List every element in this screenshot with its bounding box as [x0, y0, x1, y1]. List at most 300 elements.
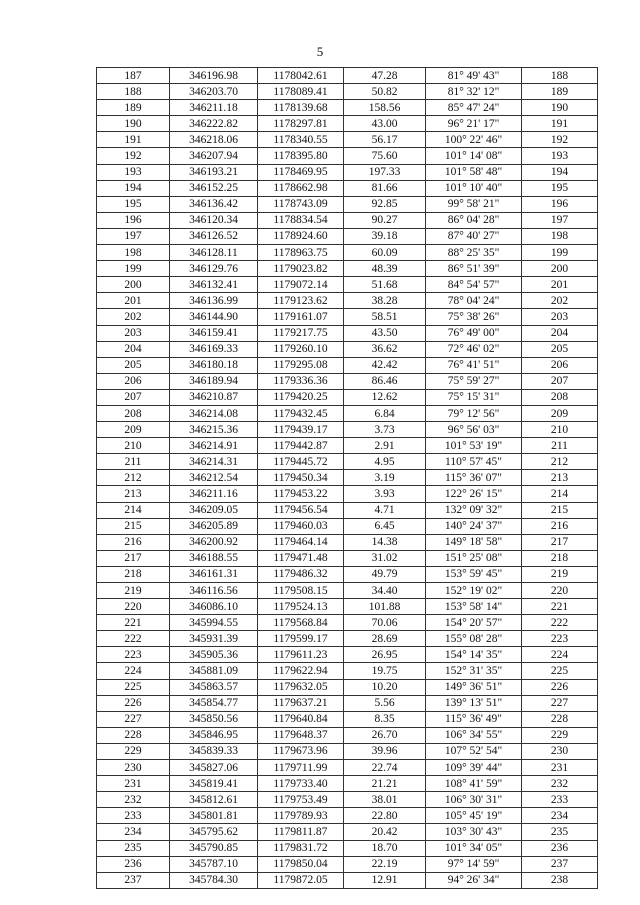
- bearing-cell: 152° 31' 35": [426, 663, 522, 679]
- table-row: [97, 100, 598, 116]
- y-coordinate-cell: 1179872.05: [258, 872, 344, 888]
- next-point-cell: 192: [522, 132, 598, 148]
- y-coordinate-cell: 1178139.68: [258, 100, 344, 116]
- y-coordinate-cell: 1179648.37: [258, 727, 344, 743]
- y-coordinate-cell: 1178924.60: [258, 228, 344, 244]
- distance-cell: 22.19: [344, 856, 426, 872]
- bearing-cell: 76° 49' 00": [426, 325, 522, 341]
- point-number-cell: 213: [97, 486, 170, 502]
- table-row: [97, 872, 598, 888]
- x-coordinate-cell: 346205.89: [170, 518, 258, 534]
- point-number-cell: 214: [97, 502, 170, 518]
- y-coordinate-cell: 1179123.62: [258, 293, 344, 309]
- x-coordinate-cell: 345863.57: [170, 679, 258, 695]
- next-point-cell: 190: [522, 100, 598, 116]
- bearing-cell: 153° 59' 45": [426, 566, 522, 582]
- point-number-cell: 233: [97, 808, 170, 824]
- point-number-cell: 192: [97, 148, 170, 164]
- x-coordinate-cell: 346161.31: [170, 566, 258, 582]
- next-point-cell: 232: [522, 776, 598, 792]
- distance-cell: 90.27: [344, 212, 426, 228]
- next-point-cell: 228: [522, 711, 598, 727]
- distance-cell: 12.62: [344, 389, 426, 405]
- bearing-cell: 97° 14' 59": [426, 856, 522, 872]
- bearing-cell: 132° 09' 32": [426, 502, 522, 518]
- table-row: [97, 84, 598, 100]
- x-coordinate-cell: 345812.61: [170, 792, 258, 808]
- table-row: [97, 727, 598, 743]
- x-coordinate-cell: 346144.90: [170, 309, 258, 325]
- table-row: [97, 583, 598, 599]
- next-point-cell: 199: [522, 245, 598, 261]
- bearing-cell: 140° 24' 37": [426, 518, 522, 534]
- x-coordinate-cell: 346212.54: [170, 470, 258, 486]
- y-coordinate-cell: 1179460.03: [258, 518, 344, 534]
- x-coordinate-cell: 346136.99: [170, 293, 258, 309]
- x-coordinate-cell: 345790.85: [170, 840, 258, 856]
- y-coordinate-cell: 1179442.87: [258, 438, 344, 454]
- y-coordinate-cell: 1179023.82: [258, 261, 344, 277]
- table-row: [97, 148, 598, 164]
- bearing-cell: 101° 58' 48": [426, 164, 522, 180]
- x-coordinate-cell: 346189.94: [170, 373, 258, 389]
- distance-cell: 8.35: [344, 711, 426, 727]
- distance-cell: 92.85: [344, 196, 426, 212]
- point-number-cell: 197: [97, 228, 170, 244]
- point-number-cell: 209: [97, 422, 170, 438]
- next-point-cell: 210: [522, 422, 598, 438]
- point-number-cell: 230: [97, 760, 170, 776]
- table-row: [97, 486, 598, 502]
- y-coordinate-cell: 1179850.04: [258, 856, 344, 872]
- y-coordinate-cell: 1179524.13: [258, 599, 344, 615]
- next-point-cell: 201: [522, 277, 598, 293]
- x-coordinate-cell: 346222.82: [170, 116, 258, 132]
- point-number-cell: 200: [97, 277, 170, 293]
- y-coordinate-cell: 1179831.72: [258, 840, 344, 856]
- point-number-cell: 204: [97, 341, 170, 357]
- point-number-cell: 219: [97, 583, 170, 599]
- x-coordinate-cell: 345854.77: [170, 695, 258, 711]
- point-number-cell: 234: [97, 824, 170, 840]
- bearing-cell: 115° 36' 07": [426, 470, 522, 486]
- distance-cell: 22.80: [344, 808, 426, 824]
- distance-cell: 26.95: [344, 647, 426, 663]
- point-number-cell: 223: [97, 647, 170, 663]
- y-coordinate-cell: 1178395.80: [258, 148, 344, 164]
- next-point-cell: 225: [522, 663, 598, 679]
- bearing-cell: 101° 10' 40": [426, 180, 522, 196]
- point-number-cell: 224: [97, 663, 170, 679]
- table-row: [97, 824, 598, 840]
- next-point-cell: 231: [522, 760, 598, 776]
- bearing-cell: 100° 22' 46": [426, 132, 522, 148]
- next-point-cell: 212: [522, 454, 598, 470]
- distance-cell: 3.93: [344, 486, 426, 502]
- table-row: [97, 679, 598, 695]
- next-point-cell: 216: [522, 518, 598, 534]
- x-coordinate-cell: 346180.18: [170, 357, 258, 373]
- bearing-cell: 115° 36' 49": [426, 711, 522, 727]
- bearing-cell: 87° 40' 27": [426, 228, 522, 244]
- x-coordinate-cell: 346159.41: [170, 325, 258, 341]
- table-row: [97, 856, 598, 872]
- next-point-cell: 189: [522, 84, 598, 100]
- table-row: [97, 212, 598, 228]
- coordinates-table: [96, 67, 598, 889]
- bearing-cell: 103° 30' 43": [426, 824, 522, 840]
- bearing-cell: 99° 58' 21": [426, 196, 522, 212]
- distance-cell: 36.62: [344, 341, 426, 357]
- next-point-cell: 198: [522, 228, 598, 244]
- point-number-cell: 212: [97, 470, 170, 486]
- bearing-cell: 75° 15' 31": [426, 389, 522, 405]
- y-coordinate-cell: 1178340.55: [258, 132, 344, 148]
- next-point-cell: 224: [522, 647, 598, 663]
- x-coordinate-cell: 345931.39: [170, 631, 258, 647]
- point-number-cell: 188: [97, 84, 170, 100]
- next-point-cell: 230: [522, 743, 598, 759]
- x-coordinate-cell: 345881.09: [170, 663, 258, 679]
- next-point-cell: 222: [522, 615, 598, 631]
- point-number-cell: 203: [97, 325, 170, 341]
- table-row: [97, 470, 598, 486]
- y-coordinate-cell: 1179711.99: [258, 760, 344, 776]
- distance-cell: 19.75: [344, 663, 426, 679]
- point-number-cell: 207: [97, 389, 170, 405]
- distance-cell: 70.06: [344, 615, 426, 631]
- distance-cell: 38.28: [344, 293, 426, 309]
- point-number-cell: 194: [97, 180, 170, 196]
- next-point-cell: 221: [522, 599, 598, 615]
- next-point-cell: 213: [522, 470, 598, 486]
- table-row: [97, 454, 598, 470]
- table-row: [97, 293, 598, 309]
- next-point-cell: 217: [522, 534, 598, 550]
- distance-cell: 5.56: [344, 695, 426, 711]
- next-point-cell: 202: [522, 293, 598, 309]
- table-row: [97, 615, 598, 631]
- distance-cell: 26.70: [344, 727, 426, 743]
- distance-cell: 21.21: [344, 776, 426, 792]
- y-coordinate-cell: 1179811.87: [258, 824, 344, 840]
- next-point-cell: 233: [522, 792, 598, 808]
- x-coordinate-cell: 345994.55: [170, 615, 258, 631]
- x-coordinate-cell: 346211.18: [170, 100, 258, 116]
- x-coordinate-cell: 345801.81: [170, 808, 258, 824]
- y-coordinate-cell: 1178662.98: [258, 180, 344, 196]
- table-row: [97, 196, 598, 212]
- next-point-cell: 214: [522, 486, 598, 502]
- table-row: [97, 550, 598, 566]
- bearing-cell: 78° 04' 24": [426, 293, 522, 309]
- point-number-cell: 208: [97, 405, 170, 421]
- distance-cell: 3.73: [344, 422, 426, 438]
- bearing-cell: 109° 39' 44": [426, 760, 522, 776]
- table-row: [97, 405, 598, 421]
- y-coordinate-cell: 1179486.32: [258, 566, 344, 582]
- distance-cell: 31.02: [344, 550, 426, 566]
- next-point-cell: 227: [522, 695, 598, 711]
- distance-cell: 81.66: [344, 180, 426, 196]
- point-number-cell: 193: [97, 164, 170, 180]
- x-coordinate-cell: 346169.33: [170, 341, 258, 357]
- bearing-cell: 152° 19' 02": [426, 583, 522, 599]
- bearing-cell: 151° 25' 08": [426, 550, 522, 566]
- y-coordinate-cell: 1179611.23: [258, 647, 344, 663]
- y-coordinate-cell: 1178743.09: [258, 196, 344, 212]
- coordinates-table-body: [97, 68, 598, 889]
- table-row: [97, 180, 598, 196]
- next-point-cell: 218: [522, 550, 598, 566]
- distance-cell: 86.46: [344, 373, 426, 389]
- bearing-cell: 149° 18' 58": [426, 534, 522, 550]
- x-coordinate-cell: 346132.41: [170, 277, 258, 293]
- table-row: [97, 116, 598, 132]
- x-coordinate-cell: 346211.16: [170, 486, 258, 502]
- next-point-cell: 220: [522, 583, 598, 599]
- bearing-cell: 72° 46' 02": [426, 341, 522, 357]
- next-point-cell: 226: [522, 679, 598, 695]
- distance-cell: 2.91: [344, 438, 426, 454]
- x-coordinate-cell: 346116.56: [170, 583, 258, 599]
- x-coordinate-cell: 345784.30: [170, 872, 258, 888]
- table-row: [97, 534, 598, 550]
- x-coordinate-cell: 346207.94: [170, 148, 258, 164]
- distance-cell: 42.42: [344, 357, 426, 373]
- bearing-cell: 75° 38' 26": [426, 309, 522, 325]
- next-point-cell: 193: [522, 148, 598, 164]
- table-row: [97, 599, 598, 615]
- distance-cell: 34.40: [344, 583, 426, 599]
- point-number-cell: 232: [97, 792, 170, 808]
- point-number-cell: 217: [97, 550, 170, 566]
- distance-cell: 48.39: [344, 261, 426, 277]
- y-coordinate-cell: 1179453.22: [258, 486, 344, 502]
- point-number-cell: 216: [97, 534, 170, 550]
- y-coordinate-cell: 1178469.95: [258, 164, 344, 180]
- x-coordinate-cell: 345827.06: [170, 760, 258, 776]
- bearing-cell: 107° 52' 54": [426, 743, 522, 759]
- table-row: [97, 743, 598, 759]
- table-row: [97, 422, 598, 438]
- x-coordinate-cell: 346086.10: [170, 599, 258, 615]
- next-point-cell: 237: [522, 856, 598, 872]
- distance-cell: 39.96: [344, 743, 426, 759]
- y-coordinate-cell: 1179450.34: [258, 470, 344, 486]
- x-coordinate-cell: 346188.55: [170, 550, 258, 566]
- page-number: 5: [316, 44, 324, 59]
- bearing-cell: 154° 14' 35": [426, 647, 522, 663]
- x-coordinate-cell: 346218.06: [170, 132, 258, 148]
- next-point-cell: 188: [522, 68, 598, 84]
- next-point-cell: 204: [522, 325, 598, 341]
- bearing-cell: 139° 13' 51": [426, 695, 522, 711]
- y-coordinate-cell: 1179568.84: [258, 615, 344, 631]
- next-point-cell: 194: [522, 164, 598, 180]
- table-row: [97, 132, 598, 148]
- distance-cell: 38.01: [344, 792, 426, 808]
- table-row: [97, 68, 598, 84]
- table-row: [97, 325, 598, 341]
- y-coordinate-cell: 1179456.54: [258, 502, 344, 518]
- distance-cell: 60.09: [344, 245, 426, 261]
- distance-cell: 56.17: [344, 132, 426, 148]
- y-coordinate-cell: 1178963.75: [258, 245, 344, 261]
- y-coordinate-cell: 1179295.08: [258, 357, 344, 373]
- y-coordinate-cell: 1179161.07: [258, 309, 344, 325]
- y-coordinate-cell: 1179336.36: [258, 373, 344, 389]
- next-point-cell: 203: [522, 309, 598, 325]
- x-coordinate-cell: 345819.41: [170, 776, 258, 792]
- x-coordinate-cell: 346210.87: [170, 389, 258, 405]
- x-coordinate-cell: 346196.98: [170, 68, 258, 84]
- x-coordinate-cell: 346120.34: [170, 212, 258, 228]
- next-point-cell: 196: [522, 196, 598, 212]
- x-coordinate-cell: 345839.33: [170, 743, 258, 759]
- distance-cell: 20.42: [344, 824, 426, 840]
- x-coordinate-cell: 346152.25: [170, 180, 258, 196]
- x-coordinate-cell: 346215.36: [170, 422, 258, 438]
- bearing-cell: 106° 30' 31": [426, 792, 522, 808]
- point-number-cell: 190: [97, 116, 170, 132]
- y-coordinate-cell: 1179217.75: [258, 325, 344, 341]
- table-row: [97, 341, 598, 357]
- table-row: [97, 631, 598, 647]
- next-point-cell: 238: [522, 872, 598, 888]
- bearing-cell: 154° 20' 57": [426, 615, 522, 631]
- y-coordinate-cell: 1179464.14: [258, 534, 344, 550]
- distance-cell: 12.91: [344, 872, 426, 888]
- y-coordinate-cell: 1179789.93: [258, 808, 344, 824]
- point-number-cell: 225: [97, 679, 170, 695]
- table-row: [97, 840, 598, 856]
- table-row: [97, 357, 598, 373]
- next-point-cell: 200: [522, 261, 598, 277]
- y-coordinate-cell: 1179599.17: [258, 631, 344, 647]
- next-point-cell: 206: [522, 357, 598, 373]
- point-number-cell: 215: [97, 518, 170, 534]
- distance-cell: 6.84: [344, 405, 426, 421]
- bearing-cell: 88° 25' 35": [426, 245, 522, 261]
- distance-cell: 47.28: [344, 68, 426, 84]
- next-point-cell: 191: [522, 116, 598, 132]
- x-coordinate-cell: 346126.52: [170, 228, 258, 244]
- bearing-cell: 108° 41' 59": [426, 776, 522, 792]
- point-number-cell: 205: [97, 357, 170, 373]
- x-coordinate-cell: 346200.92: [170, 534, 258, 550]
- bearing-cell: 76° 41' 51": [426, 357, 522, 373]
- y-coordinate-cell: 1179471.48: [258, 550, 344, 566]
- distance-cell: 39.18: [344, 228, 426, 244]
- x-coordinate-cell: 345846.95: [170, 727, 258, 743]
- x-coordinate-cell: 345905.36: [170, 647, 258, 663]
- table-row: [97, 502, 598, 518]
- point-number-cell: 202: [97, 309, 170, 325]
- x-coordinate-cell: 346209.05: [170, 502, 258, 518]
- next-point-cell: 235: [522, 824, 598, 840]
- table-row: [97, 245, 598, 261]
- bearing-cell: 79° 12' 56": [426, 405, 522, 421]
- y-coordinate-cell: 1178834.54: [258, 212, 344, 228]
- next-point-cell: 197: [522, 212, 598, 228]
- distance-cell: 50.82: [344, 84, 426, 100]
- distance-cell: 75.60: [344, 148, 426, 164]
- table-row: [97, 808, 598, 824]
- table-row: [97, 792, 598, 808]
- point-number-cell: 226: [97, 695, 170, 711]
- point-number-cell: 187: [97, 68, 170, 84]
- table-row: [97, 261, 598, 277]
- distance-cell: 158.56: [344, 100, 426, 116]
- bearing-cell: 96° 21' 17": [426, 116, 522, 132]
- distance-cell: 43.00: [344, 116, 426, 132]
- table-row: [97, 228, 598, 244]
- table-row: [97, 647, 598, 663]
- bearing-cell: 86° 51' 39": [426, 261, 522, 277]
- x-coordinate-cell: 346203.70: [170, 84, 258, 100]
- next-point-cell: 236: [522, 840, 598, 856]
- distance-cell: 49.79: [344, 566, 426, 582]
- table-row: [97, 711, 598, 727]
- bearing-cell: 86° 04' 28": [426, 212, 522, 228]
- bearing-cell: 122° 26' 15": [426, 486, 522, 502]
- y-coordinate-cell: 1179640.84: [258, 711, 344, 727]
- table-row: [97, 164, 598, 180]
- point-number-cell: 198: [97, 245, 170, 261]
- x-coordinate-cell: 346129.76: [170, 261, 258, 277]
- y-coordinate-cell: 1178042.61: [258, 68, 344, 84]
- next-point-cell: 229: [522, 727, 598, 743]
- distance-cell: 10.20: [344, 679, 426, 695]
- point-number-cell: 229: [97, 743, 170, 759]
- y-coordinate-cell: 1179673.96: [258, 743, 344, 759]
- table-row: [97, 663, 598, 679]
- x-coordinate-cell: 346128.11: [170, 245, 258, 261]
- y-coordinate-cell: 1179622.94: [258, 663, 344, 679]
- distance-cell: 14.38: [344, 534, 426, 550]
- distance-cell: 58.51: [344, 309, 426, 325]
- distance-cell: 4.95: [344, 454, 426, 470]
- next-point-cell: 215: [522, 502, 598, 518]
- point-number-cell: 218: [97, 566, 170, 582]
- y-coordinate-cell: 1179420.25: [258, 389, 344, 405]
- table-row: [97, 760, 598, 776]
- table-row: [97, 518, 598, 534]
- point-number-cell: 210: [97, 438, 170, 454]
- table-row: [97, 373, 598, 389]
- point-number-cell: 228: [97, 727, 170, 743]
- point-number-cell: 237: [97, 872, 170, 888]
- next-point-cell: 195: [522, 180, 598, 196]
- bearing-cell: 96° 56' 03": [426, 422, 522, 438]
- next-point-cell: 234: [522, 808, 598, 824]
- y-coordinate-cell: 1179508.15: [258, 583, 344, 599]
- next-point-cell: 208: [522, 389, 598, 405]
- bearing-cell: 153° 58' 14": [426, 599, 522, 615]
- y-coordinate-cell: 1179632.05: [258, 679, 344, 695]
- next-point-cell: 207: [522, 373, 598, 389]
- x-coordinate-cell: 346214.08: [170, 405, 258, 421]
- point-number-cell: 222: [97, 631, 170, 647]
- next-point-cell: 211: [522, 438, 598, 454]
- bearing-cell: 110° 57' 45": [426, 454, 522, 470]
- y-coordinate-cell: 1179445.72: [258, 454, 344, 470]
- bearing-cell: 155° 08' 28": [426, 631, 522, 647]
- distance-cell: 18.70: [344, 840, 426, 856]
- bearing-cell: 85° 47' 24": [426, 100, 522, 116]
- y-coordinate-cell: 1178089.41: [258, 84, 344, 100]
